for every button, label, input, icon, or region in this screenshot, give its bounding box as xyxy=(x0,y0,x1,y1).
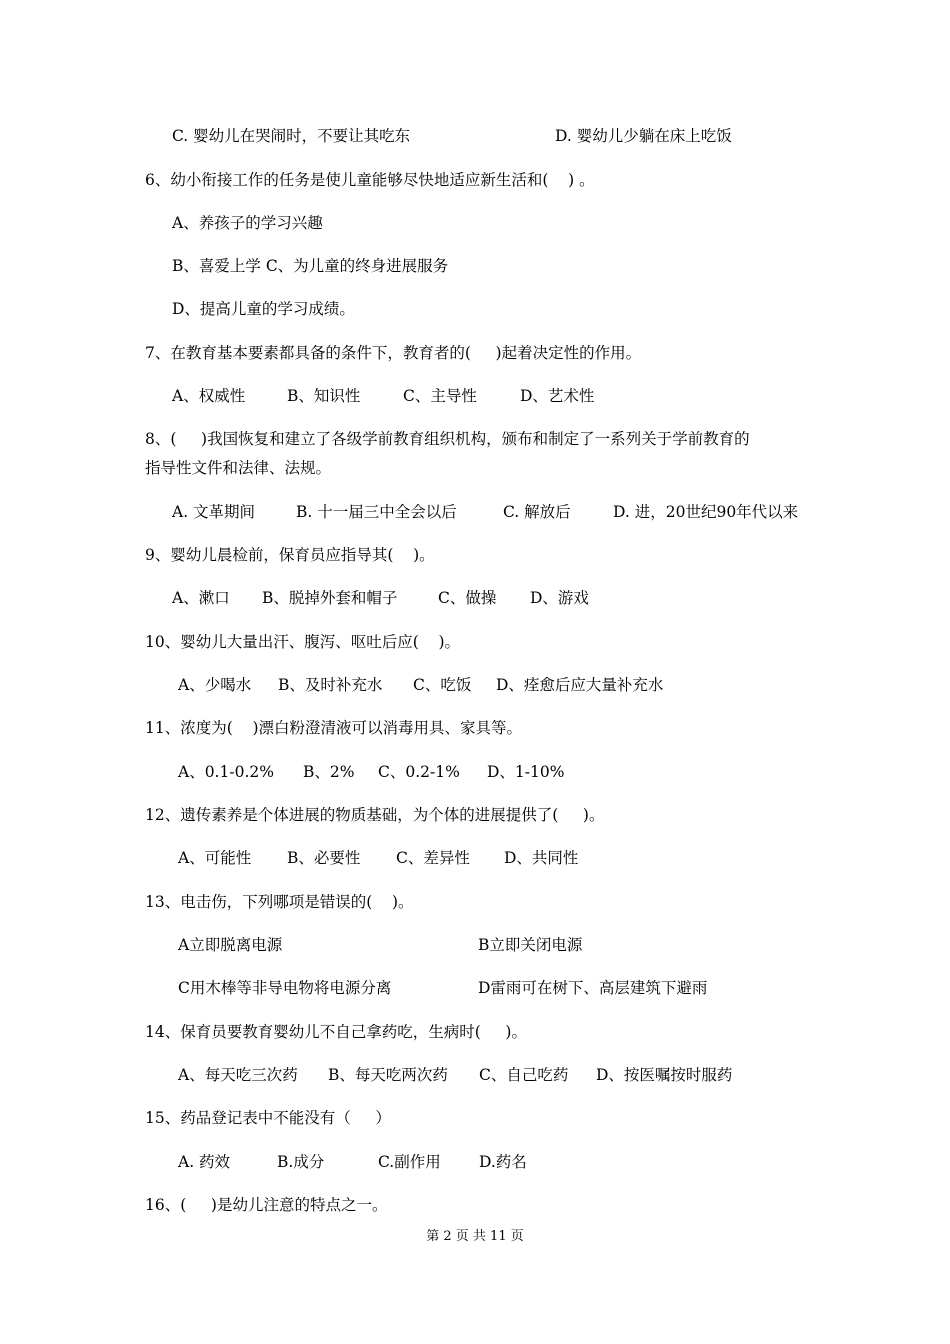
q8-option-a: A. 文革期间 xyxy=(172,503,256,521)
q12-option-c: C、差异性 xyxy=(396,849,470,867)
q8-option-b: B. 十一届三中全会以后 xyxy=(296,503,457,521)
q7-option-d: D、艺术性 xyxy=(520,387,595,405)
q14-option-b: B、每天吃两次药 xyxy=(328,1066,448,1084)
q9-option-c: C、做操 xyxy=(438,589,497,607)
q14-option-c: C、自己吃药 xyxy=(479,1066,569,1084)
q8-option-d: D. 进，20世纪90年代以来 xyxy=(613,503,799,521)
q7-stem: 7、在教育基本要素都具备的条件下，教育者的( )起着决定性的作用。 xyxy=(145,344,642,362)
q7-option-c: C、主导性 xyxy=(403,387,477,405)
q10-option-a: A、少喝水 xyxy=(178,676,252,694)
q10-option-b: B、及时补充水 xyxy=(278,676,383,694)
q13-option-d: D雷雨可在树下、高层建筑下避雨 xyxy=(478,979,708,997)
q8-stem-line2: 指导性文件和法律、法规。 xyxy=(145,459,332,477)
q15-option-b: B.成分 xyxy=(277,1153,325,1171)
q5-option-d: D. 婴幼儿少躺在床上吃饭 xyxy=(555,127,732,145)
q6-option-a: A、养孩子的学习兴趣 xyxy=(172,214,323,232)
q11-option-a: A、0.1-0.2% xyxy=(178,763,274,781)
q12-option-a: A、可能性 xyxy=(178,849,252,867)
q16-stem: 16、( )是幼儿注意的特点之一。 xyxy=(145,1196,388,1214)
q13-option-b: B立即关闭电源 xyxy=(478,936,583,954)
q10-option-d: D、痊愈后应大量补充水 xyxy=(496,676,664,694)
q12-option-d: D、共同性 xyxy=(504,849,579,867)
q11-option-b: B、2% xyxy=(303,763,355,781)
q13-stem: 13、电击伤，下列哪项是错误的( )。 xyxy=(145,893,414,911)
q8-stem-line1: 8、( )我国恢复和建立了各级学前教育组织机构，颁布和制定了一系列关于学前教育的 xyxy=(145,430,750,448)
q15-stem: 15、药品登记表中不能没有（ ） xyxy=(145,1109,391,1127)
q7-option-a: A、权威性 xyxy=(172,387,246,405)
q10-option-c: C、吃饭 xyxy=(413,676,472,694)
q6-option-d: D、提高儿童的学习成绩。 xyxy=(172,300,355,318)
q8-option-c: C. 解放后 xyxy=(503,503,571,521)
q14-option-d: D、按医嘱按时服药 xyxy=(596,1066,733,1084)
q11-stem: 11、浓度为( )漂白粉澄清液可以消毒用具、家具等。 xyxy=(145,719,523,737)
q15-option-d: D.药名 xyxy=(479,1153,527,1171)
q12-stem: 12、遗传素养是个体进展的物质基础，为个体的进展提供了( )。 xyxy=(145,806,605,824)
q6-stem: 6、幼小衔接工作的任务是使儿童能够尽快地适应新生活和( ) 。 xyxy=(145,171,595,189)
q15-option-a: A. 药效 xyxy=(178,1153,231,1171)
q14-option-a: A、每天吃三次药 xyxy=(178,1066,298,1084)
q11-option-c: C、0.2-1% xyxy=(378,763,460,781)
q11-option-d: D、1-10% xyxy=(487,763,565,781)
q10-stem: 10、婴幼儿大量出汗、腹泻、呕吐后应( )。 xyxy=(145,633,461,651)
q6-option-bc: B、喜爱上学 C、为儿童的终身进展服务 xyxy=(172,257,449,275)
page-footer: 第 2 页 共 11 页 xyxy=(426,1229,524,1244)
q9-option-d: D、游戏 xyxy=(530,589,589,607)
q14-stem: 14、保育员要教育婴幼儿不自己拿药吃，生病时( )。 xyxy=(145,1023,527,1041)
q5-option-c: C. 婴幼儿在哭闹时，不要让其吃东 xyxy=(172,127,411,145)
q13-option-c: C用木棒等非导电物将电源分离 xyxy=(178,979,392,997)
q9-stem: 9、婴幼儿晨检前，保育员应指导其( )。 xyxy=(145,546,435,564)
q12-option-b: B、必要性 xyxy=(287,849,361,867)
q13-option-a: A立即脱离电源 xyxy=(178,936,283,954)
q7-option-b: B、知识性 xyxy=(287,387,361,405)
q9-option-a: A、漱口 xyxy=(172,589,230,607)
q15-option-c: C.副作用 xyxy=(378,1153,441,1171)
q9-option-b: B、脱掉外套和帽子 xyxy=(262,589,398,607)
